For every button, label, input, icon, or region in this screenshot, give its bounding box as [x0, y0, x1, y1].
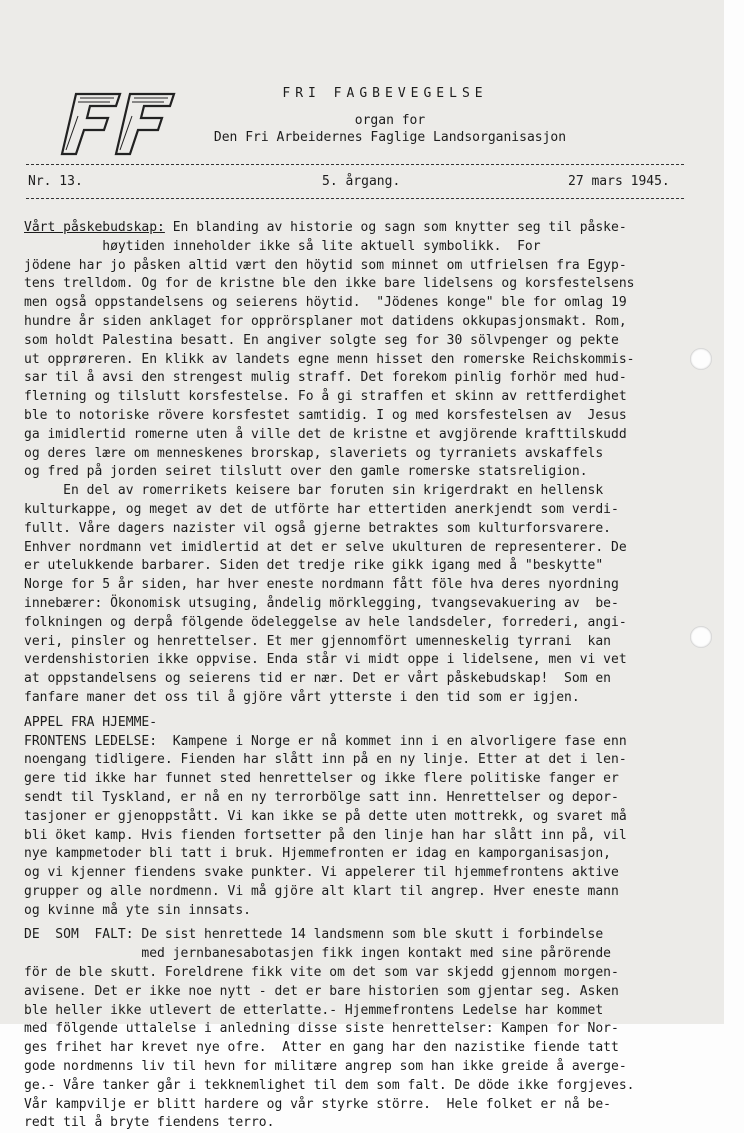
section2-first-line	[24, 733, 700, 752]
section3-line: ge.- Våre tanker går i tekknemlighet til dem som falt. De döde ikke forgjeves.	[24, 1077, 635, 1093]
section3-line: med fölgende uttalelse i anledning disse siste henrettelser: Kampen for Nor-	[24, 1021, 619, 1037]
section1-line: fanfare maner det oss til å gjöre vårt ytterste i den tid som er igjen.	[24, 689, 580, 705]
section1-line: innebærer: Ökonomisk utsuging, åndelig mörklegging, tvangsevakuering av be-	[24, 595, 619, 611]
section2-lines	[24, 751, 700, 920]
section1-line: ble to notoriske rövere korsfestet samtidig. I og med korsfestelsen av Jesus	[24, 407, 627, 423]
section2-heading: FRONTENS LEDELSE:	[24, 733, 158, 749]
top-rule	[26, 164, 684, 165]
section3-line: redt til å bryte fiendens terro.	[24, 1115, 275, 1131]
section2-line: bli öket kamp. Hvis fienden fortsetter på den linje han har slått inn på, vil	[24, 827, 627, 843]
bottom-rule	[26, 198, 684, 199]
section1-lines	[24, 238, 700, 708]
issue-date: 27 mars 1945.	[568, 174, 670, 189]
section3-line: med jernbanesabotasjen fikk ingen kontakt med sine pårörende	[24, 946, 611, 962]
section1-line: veri, pinsler og henrettelser. Et mer gjennomfört umenneskelig tyrrani kan	[24, 633, 611, 649]
section2-line: og kvinne må yte sin innsats.	[24, 902, 251, 918]
section1-line: Norge for 5 år siden, har hver eneste nordmann fått föle hva deres nyordning	[24, 577, 619, 593]
section3-first-text: De sist henrettede 14 landsmenn som ble skutt i forbindelse	[133, 927, 604, 943]
section3-line: Vår kampvilje er blitt hardere og vår styrke större. Hele folket er nå be-	[24, 1096, 611, 1112]
section2-line: noengang tidligere. Fienden har slått inn på en ny linje. Etter at det i len-	[24, 752, 627, 768]
section1-line: sar til å avsi den strengest mulig straff. Det forekom pinlig forhör med hud-	[24, 370, 627, 386]
section1-line: ut opprøreren. En klikk av landets egne menn hisset den romerske Reichskommis-	[24, 351, 635, 367]
section1-line: som holdt Palestina besatt. En angiver solgte seg for 30 sölvpenger og pekte	[24, 332, 619, 348]
section2-line: grupper og alle nordmenn. Vi må gjöre alt klart til angrep. Hver eneste mann	[24, 883, 619, 899]
masthead-subtitle-line-1: organ for	[354, 113, 426, 128]
section1-line: fullt. Våre dagers nazister vil også gjerne betraktes som kulturforsvarere.	[24, 520, 611, 536]
section1-line: og deres lære om menneskenes brorskap, slaveriets og tyrraniets avskaffels	[24, 445, 604, 461]
section1-line: men også oppstandelsens og seierens höytid. "Jödenes konge" ble for omlag 19	[24, 295, 627, 311]
section1-line: kulturkappe, og meget av det de utförte har ettertiden anerkjendt som verdi-	[24, 501, 619, 517]
section3-line: gode nordmenns liv til hevn for militære angrep som han ikke greide å averge-	[24, 1059, 627, 1075]
section1-line: En del av romerrikets keisere bar foruten sin krigerdrakt en hellensk	[24, 483, 604, 499]
section3-lines	[24, 945, 700, 1133]
section3-line: avisene. Det er ikke noe nytt - det er bare historien som gjentar seg. Asken	[24, 983, 619, 999]
section1-line: flетning og tilslutt korsfestelse. Fo å gi straffen et skinn av rettferdighet	[24, 389, 627, 405]
masthead-subtitle-line-2: Den Fri Arbeidernes Faglige Landsorganisasjon	[213, 130, 567, 145]
section1-line: jödene har jo påsken altid vært den höytid som minnet om utfrielsen fra Egyp-	[24, 257, 627, 273]
section1-first-line	[24, 219, 700, 238]
section2-heading-line-1: APPEL FRA HJEMME-	[24, 714, 158, 730]
section1-line: hundre år siden anklaget for opprörsplaner mot datidens okkupasjonsmakt. Rom,	[24, 313, 627, 329]
section2-line: tasjoner er gjenoppstått. Vi kan ikke se på dette uten mottrekk, og svaret må	[24, 808, 627, 824]
section1-line: folkningen og derpå fölgende ödeleggelse av hele landsdeler, forrederi, angi-	[24, 614, 627, 630]
section3-line: för de ble skutt. Foreldrene fikk vite om det som var skjedd gjennom morgen-	[24, 965, 619, 981]
issue-volume: 5. årgang.	[322, 174, 401, 189]
section1-line: Enhver nordmann vet imidlertid at det er selve ukulturen de representerer. De	[24, 539, 627, 555]
section1-line: verdenshistorien ikke oppvise. Enda står vi midt oppe i lidelsene, men vi vet	[24, 652, 627, 668]
section1-line: tens trelldom. Og for de kristne ble den ikke bare lidelsens og korsfestelsens	[24, 276, 635, 292]
masthead-title: FRI FAGBEVEGELSE	[282, 86, 488, 101]
section1-heading: Vårt påskebudskap:	[24, 220, 165, 235]
section1-line: ga imidlertid romerne uten å ville det de kristne et avgjörende krafttilskudd	[24, 426, 627, 442]
article-body	[24, 219, 700, 1133]
section2-line: nye kampmetoder bli tatt i bruk. Hjemmefronten er idag en kamporganisasjon,	[24, 846, 611, 862]
section2-line: og vi kjenner fiendens svake punkter. Vi appelerer til hjemmefrontens aktive	[24, 865, 619, 881]
section3-line: ble heller ikke utlevert de etterlatte.- Hjemmefrontens Ledelse har kommet	[24, 1002, 604, 1018]
section2-line: sendt til Tyskland, er nå en ny terrorbölge satt inn. Henrettelser og depor-	[24, 789, 619, 805]
section1-line: og fred på jorden seiret tilslutt over den gamle romerske statsreligion.	[24, 464, 588, 480]
section1-line: at oppstandelsens og seierens tid er nær. Det er vårt påskebudskap! Som en	[24, 671, 611, 687]
section2-line: gere tid ikke har funnet sted henrettelser og ikke flere politiske fanger er	[24, 771, 619, 787]
issue-info-row	[26, 174, 682, 192]
section3-first-line	[24, 926, 700, 945]
section3-line: ges frihet har krevet nye ofre. Atter en gang har den nazistike fiende tatt	[24, 1040, 619, 1056]
masthead-subtitle	[160, 112, 620, 146]
section3-heading: DE SOM FALT:	[24, 927, 134, 943]
section1-line: er utelukkende barbarer. Siden det tredje rike gikk igang med å "beskytte"	[24, 558, 604, 574]
issue-number: Nr. 13.	[28, 174, 83, 189]
section1-first-text: En blanding av historie og sagn som knytter seg til påske-	[172, 220, 627, 235]
section2-first-text: Kampene i Norge er nå kommet inn i en alvorligere fase enn	[157, 733, 627, 749]
section1-line: høytiden inneholder ikke så lite aktuell symbolikk. For	[24, 238, 541, 254]
